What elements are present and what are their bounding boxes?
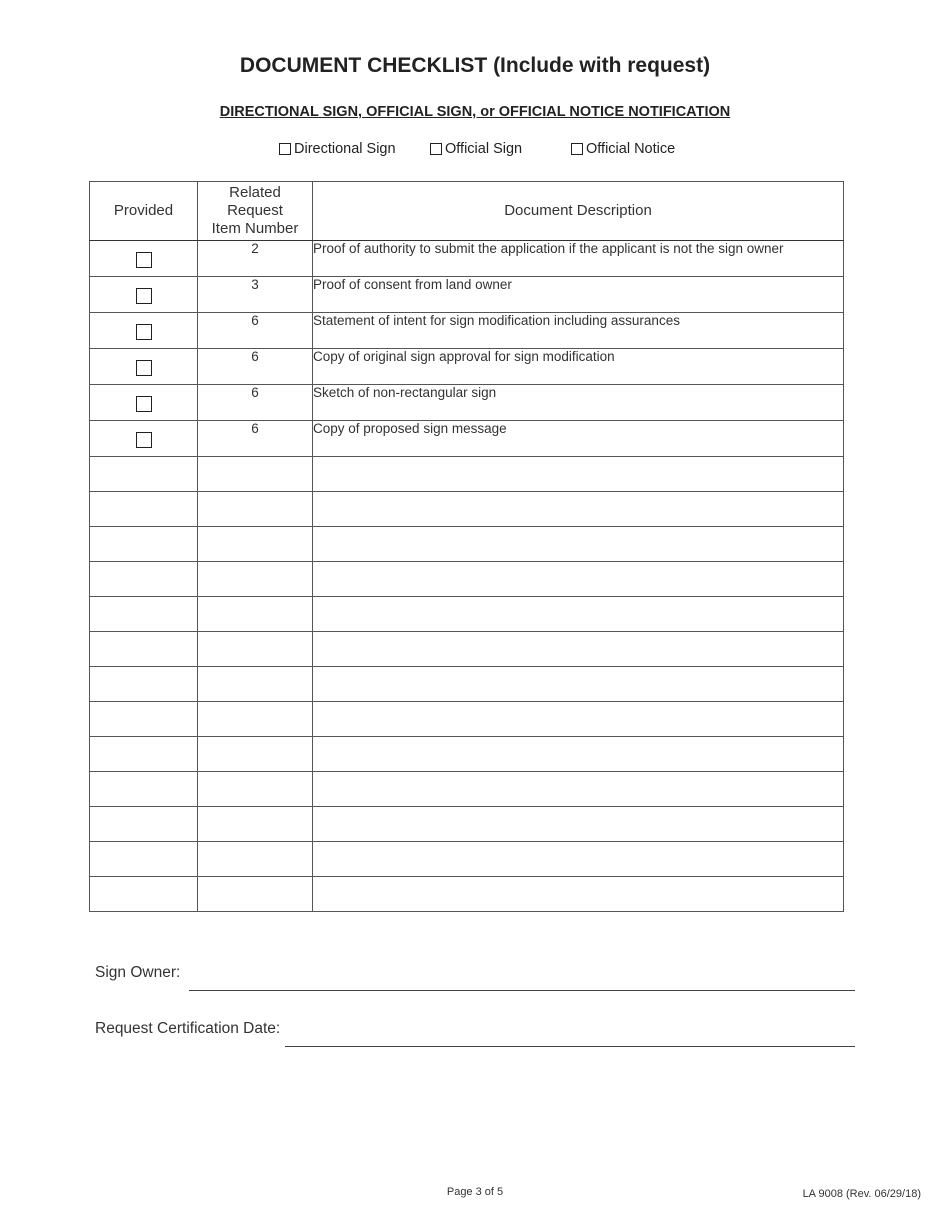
description-cell[interactable] bbox=[313, 492, 844, 527]
item-number-cell[interactable] bbox=[198, 527, 313, 562]
official-sign-label: Official Sign bbox=[445, 141, 523, 157]
page-subtitle: DIRECTIONAL SIGN, OFFICIAL SIGN, or OFFICIAL NOTICE NOTIFICATION bbox=[219, 104, 731, 120]
description-cell[interactable] bbox=[313, 562, 844, 597]
option-directional-sign[interactable] bbox=[279, 141, 396, 157]
table-row-blank bbox=[90, 842, 844, 877]
provided-cell[interactable] bbox=[90, 632, 198, 667]
item-number-cell[interactable] bbox=[198, 877, 313, 912]
table-row bbox=[90, 349, 844, 385]
item-number-header-line1: Related bbox=[229, 184, 281, 201]
description-cell: Sketch of non-rectangular sign bbox=[313, 385, 844, 421]
description-cell[interactable] bbox=[313, 597, 844, 632]
table-row bbox=[90, 277, 844, 313]
provided-cell[interactable] bbox=[90, 877, 198, 912]
option-official-sign[interactable] bbox=[430, 141, 522, 157]
table-row-blank bbox=[90, 457, 844, 492]
item-number-cell[interactable] bbox=[198, 562, 313, 597]
directional-sign-label: Directional Sign bbox=[294, 141, 396, 157]
item-number-cell[interactable] bbox=[198, 632, 313, 667]
provided-cell[interactable] bbox=[90, 737, 198, 772]
provided-cell[interactable] bbox=[90, 457, 198, 492]
table-row-blank bbox=[90, 807, 844, 842]
provided-cell[interactable] bbox=[90, 772, 198, 807]
table-row-blank bbox=[90, 632, 844, 667]
sign-owner-field[interactable] bbox=[189, 990, 855, 991]
description-cell[interactable] bbox=[313, 457, 844, 492]
description-cell[interactable] bbox=[313, 667, 844, 702]
provided-cell bbox=[90, 313, 198, 349]
page-number: Page 3 of 5 bbox=[446, 1186, 504, 1198]
provided-cell[interactable] bbox=[90, 702, 198, 737]
sign-owner-label: Sign Owner: bbox=[95, 964, 181, 981]
table-row bbox=[90, 385, 844, 421]
description-cell[interactable] bbox=[313, 702, 844, 737]
official-notice-checkbox[interactable] bbox=[571, 143, 583, 155]
option-official-notice[interactable] bbox=[571, 141, 675, 157]
table-row-blank bbox=[90, 527, 844, 562]
description-cell[interactable] bbox=[313, 807, 844, 842]
provided-cell bbox=[90, 349, 198, 385]
table-row-blank bbox=[90, 877, 844, 912]
provided-cell bbox=[90, 421, 198, 457]
provided-cell[interactable] bbox=[90, 562, 198, 597]
table-row-blank bbox=[90, 772, 844, 807]
description-cell: Copy of proposed sign message bbox=[313, 421, 844, 457]
item-number-header-line3: Item Number bbox=[211, 220, 299, 237]
directional-sign-checkbox[interactable] bbox=[279, 143, 291, 155]
provided-cell[interactable] bbox=[90, 842, 198, 877]
form-number: LA 9008 (Rev. 06/29/18) bbox=[802, 1188, 921, 1200]
item-number-cell[interactable] bbox=[198, 737, 313, 772]
document-checklist-table bbox=[89, 181, 844, 912]
item-number-header-line2: Request bbox=[227, 202, 283, 219]
provided-header: Provided bbox=[90, 182, 198, 241]
table-row bbox=[90, 421, 844, 457]
table-row-blank bbox=[90, 702, 844, 737]
official-sign-checkbox[interactable] bbox=[430, 143, 442, 155]
provided-checkbox[interactable] bbox=[136, 360, 152, 376]
item-number-cell: 6 bbox=[198, 313, 313, 349]
provided-checkbox[interactable] bbox=[136, 432, 152, 448]
provided-checkbox[interactable] bbox=[136, 288, 152, 304]
provided-checkbox[interactable] bbox=[136, 324, 152, 340]
item-number-cell[interactable] bbox=[198, 492, 313, 527]
item-number-cell[interactable] bbox=[198, 457, 313, 492]
item-number-cell: 6 bbox=[198, 421, 313, 457]
provided-cell bbox=[90, 385, 198, 421]
description-cell: Proof of authority to submit the application if the applicant is not the sign owner bbox=[313, 241, 844, 277]
description-header: Document Description bbox=[313, 182, 844, 241]
item-number-cell[interactable] bbox=[198, 597, 313, 632]
table-row bbox=[90, 313, 844, 349]
official-notice-label: Official Notice bbox=[586, 141, 676, 157]
table-row-blank bbox=[90, 562, 844, 597]
table-row-blank bbox=[90, 597, 844, 632]
item-number-cell: 6 bbox=[198, 349, 313, 385]
certification-date-label: Request Certification Date: bbox=[95, 1020, 281, 1037]
provided-cell bbox=[90, 277, 198, 313]
table-row-blank bbox=[90, 737, 844, 772]
item-number-cell[interactable] bbox=[198, 702, 313, 737]
table-header-row bbox=[90, 182, 844, 241]
item-number-cell[interactable] bbox=[198, 772, 313, 807]
table-row bbox=[90, 241, 844, 277]
table-row-blank bbox=[90, 492, 844, 527]
provided-checkbox[interactable] bbox=[136, 252, 152, 268]
provided-cell[interactable] bbox=[90, 492, 198, 527]
page-title: DOCUMENT CHECKLIST (Include with request) bbox=[239, 54, 711, 77]
sign-type-options bbox=[0, 141, 950, 161]
item-number-cell: 2 bbox=[198, 241, 313, 277]
item-number-header bbox=[198, 182, 313, 241]
certification-date-field[interactable] bbox=[285, 1046, 855, 1047]
item-number-cell: 6 bbox=[198, 385, 313, 421]
description-cell[interactable] bbox=[313, 737, 844, 772]
description-cell: Proof of consent from land owner bbox=[313, 277, 844, 313]
item-number-cell[interactable] bbox=[198, 667, 313, 702]
description-cell[interactable] bbox=[313, 632, 844, 667]
item-number-cell[interactable] bbox=[198, 842, 313, 877]
item-number-cell: 3 bbox=[198, 277, 313, 313]
description-cell[interactable] bbox=[313, 772, 844, 807]
provided-checkbox[interactable] bbox=[136, 396, 152, 412]
provided-cell[interactable] bbox=[90, 597, 198, 632]
provided-cell[interactable] bbox=[90, 527, 198, 562]
item-number-cell[interactable] bbox=[198, 807, 313, 842]
description-cell: Copy of original sign approval for sign modification bbox=[313, 349, 844, 385]
provided-cell bbox=[90, 241, 198, 277]
provided-cell[interactable] bbox=[90, 667, 198, 702]
description-cell[interactable] bbox=[313, 527, 844, 562]
description-cell[interactable] bbox=[313, 842, 844, 877]
table-row-blank bbox=[90, 667, 844, 702]
description-cell: Statement of intent for sign modification including assurances bbox=[313, 313, 844, 349]
description-cell[interactable] bbox=[313, 877, 844, 912]
provided-cell[interactable] bbox=[90, 807, 198, 842]
